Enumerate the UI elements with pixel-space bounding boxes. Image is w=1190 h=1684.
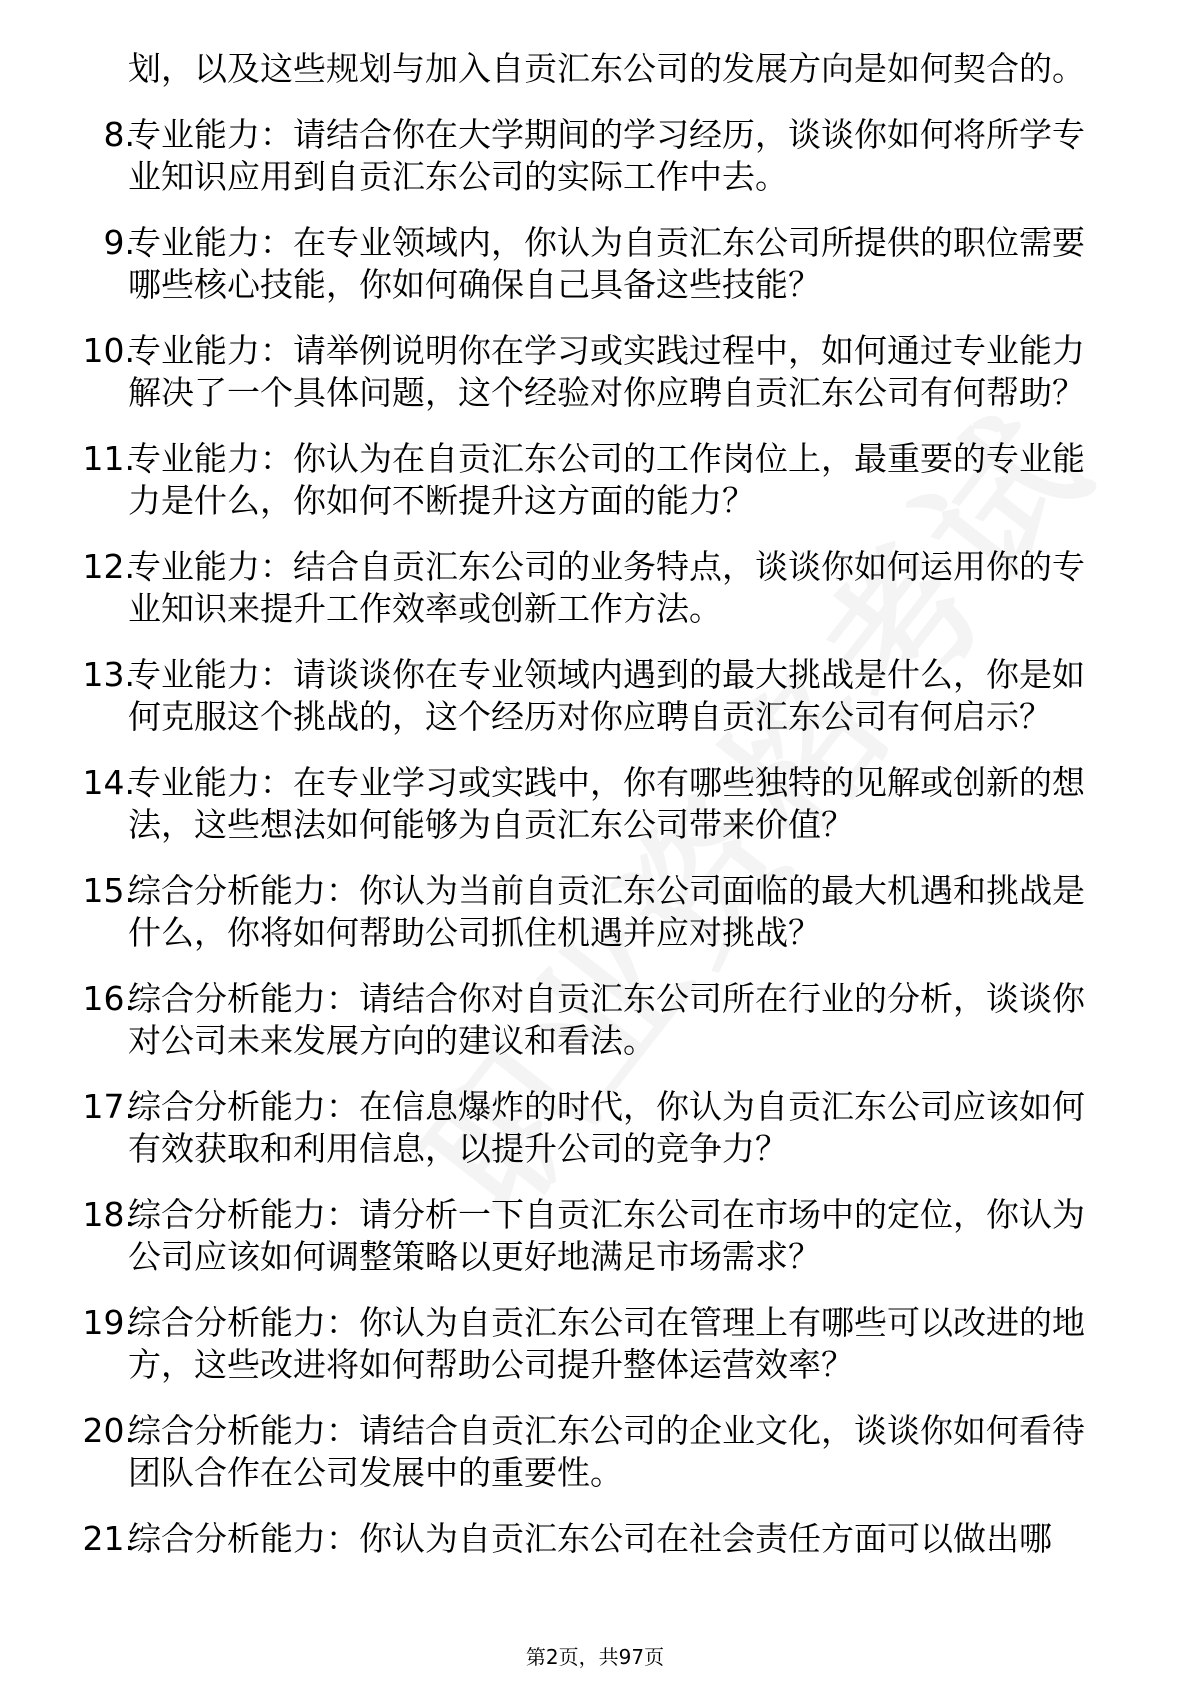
- item-text: 专业能力：在专业领域内，你认为自贡汇东公司所提供的职位需要哪些核心技能，你如何确保自己具备这些技能？: [128, 223, 1085, 304]
- item-text: 综合分析能力：请分析一下自贡汇东公司在市场中的定位，你认为公司应该如何调整策略以更好地满足市场需求？: [128, 1195, 1085, 1276]
- item-number: 15.: [82, 871, 135, 910]
- item-text: 专业能力：请谈谈你在专业领域内遇到的最大挑战是什么，你是如何克服这个挑战的，这个经历对你应聘自贡汇东公司有何启示？: [128, 655, 1085, 736]
- item-text: 综合分析能力：请结合自贡汇东公司的企业文化，谈谈你如何看待团队合作在公司发展中的重要性。: [128, 1411, 1085, 1492]
- item-number: 20.: [82, 1411, 135, 1450]
- item-number: 12.: [82, 547, 135, 586]
- item-number: 19.: [82, 1303, 135, 1342]
- question-list: [0, 48, 1190, 1584]
- list-item: [0, 1302, 1190, 1386]
- item-text: 综合分析能力：你认为自贡汇东公司在管理上有哪些可以改进的地方，这些改进将如何帮助公司提升整体运营效率？: [128, 1303, 1085, 1384]
- list-item: [0, 1410, 1190, 1494]
- list-item: [0, 438, 1190, 522]
- list-item: [0, 1086, 1190, 1170]
- item-number: 16.: [82, 979, 135, 1018]
- list-item: [0, 222, 1190, 306]
- list-item-continuation: [0, 48, 1190, 90]
- item-number: 13.: [82, 655, 135, 694]
- item-number: 14.: [82, 763, 135, 802]
- item-number: 17.: [82, 1087, 135, 1126]
- item-number: 21.: [82, 1519, 135, 1558]
- item-number: 10.: [82, 331, 135, 370]
- list-item: [0, 1194, 1190, 1278]
- item-text: 专业能力：结合自贡汇东公司的业务特点，谈谈你如何运用你的专业知识来提升工作效率或创新工作方法。: [128, 547, 1085, 628]
- item-text: 专业能力：在专业学习或实践中，你有哪些独特的见解或创新的想法，这些想法如何能够为自贡汇东公司带来价值？: [128, 763, 1085, 844]
- item-text: 综合分析能力：请结合你对自贡汇东公司所在行业的分析，谈谈你对公司未来发展方向的建议和看法。: [128, 979, 1085, 1060]
- item-text: 综合分析能力：你认为当前自贡汇东公司面临的最大机遇和挑战是什么，你将如何帮助公司抓住机遇并应对挑战？: [128, 871, 1085, 952]
- item-number: 18.: [82, 1195, 135, 1234]
- item-text: 专业能力：请结合你在大学期间的学习经历，谈谈你如何将所学专业知识应用到自贡汇东公司的实际工作中去。: [128, 115, 1085, 196]
- item-number: 8.: [103, 115, 135, 154]
- item-number: 11.: [82, 439, 135, 478]
- list-item: [0, 870, 1190, 954]
- list-item: [0, 546, 1190, 630]
- list-item: [0, 1518, 1190, 1560]
- page-footer: 第2页，共97页: [525, 1645, 665, 1669]
- item-number: 9.: [103, 223, 135, 262]
- list-item: [0, 762, 1190, 846]
- item-text: 专业能力：你认为在自贡汇东公司的工作岗位上，最重要的专业能力是什么，你如何不断提升这方面的能力？: [128, 439, 1085, 520]
- item-text: 综合分析能力：你认为自贡汇东公司在社会责任方面可以做出哪: [128, 1519, 1052, 1558]
- item-text: 专业能力：请举例说明你在学习或实践过程中，如何通过专业能力解决了一个具体问题，这个经验对你应聘自贡汇东公司有何帮助？: [128, 331, 1085, 412]
- list-item: [0, 978, 1190, 1062]
- list-item: [0, 654, 1190, 738]
- list-item: [0, 114, 1190, 198]
- item-text: 综合分析能力：在信息爆炸的时代，你认为自贡汇东公司应该如何有效获取和利用信息，以提升公司的竞争力？: [128, 1087, 1085, 1168]
- continuation-text: 划，以及这些规划与加入自贡汇东公司的发展方向是如何契合的。: [128, 49, 1085, 88]
- list-item: [0, 330, 1190, 414]
